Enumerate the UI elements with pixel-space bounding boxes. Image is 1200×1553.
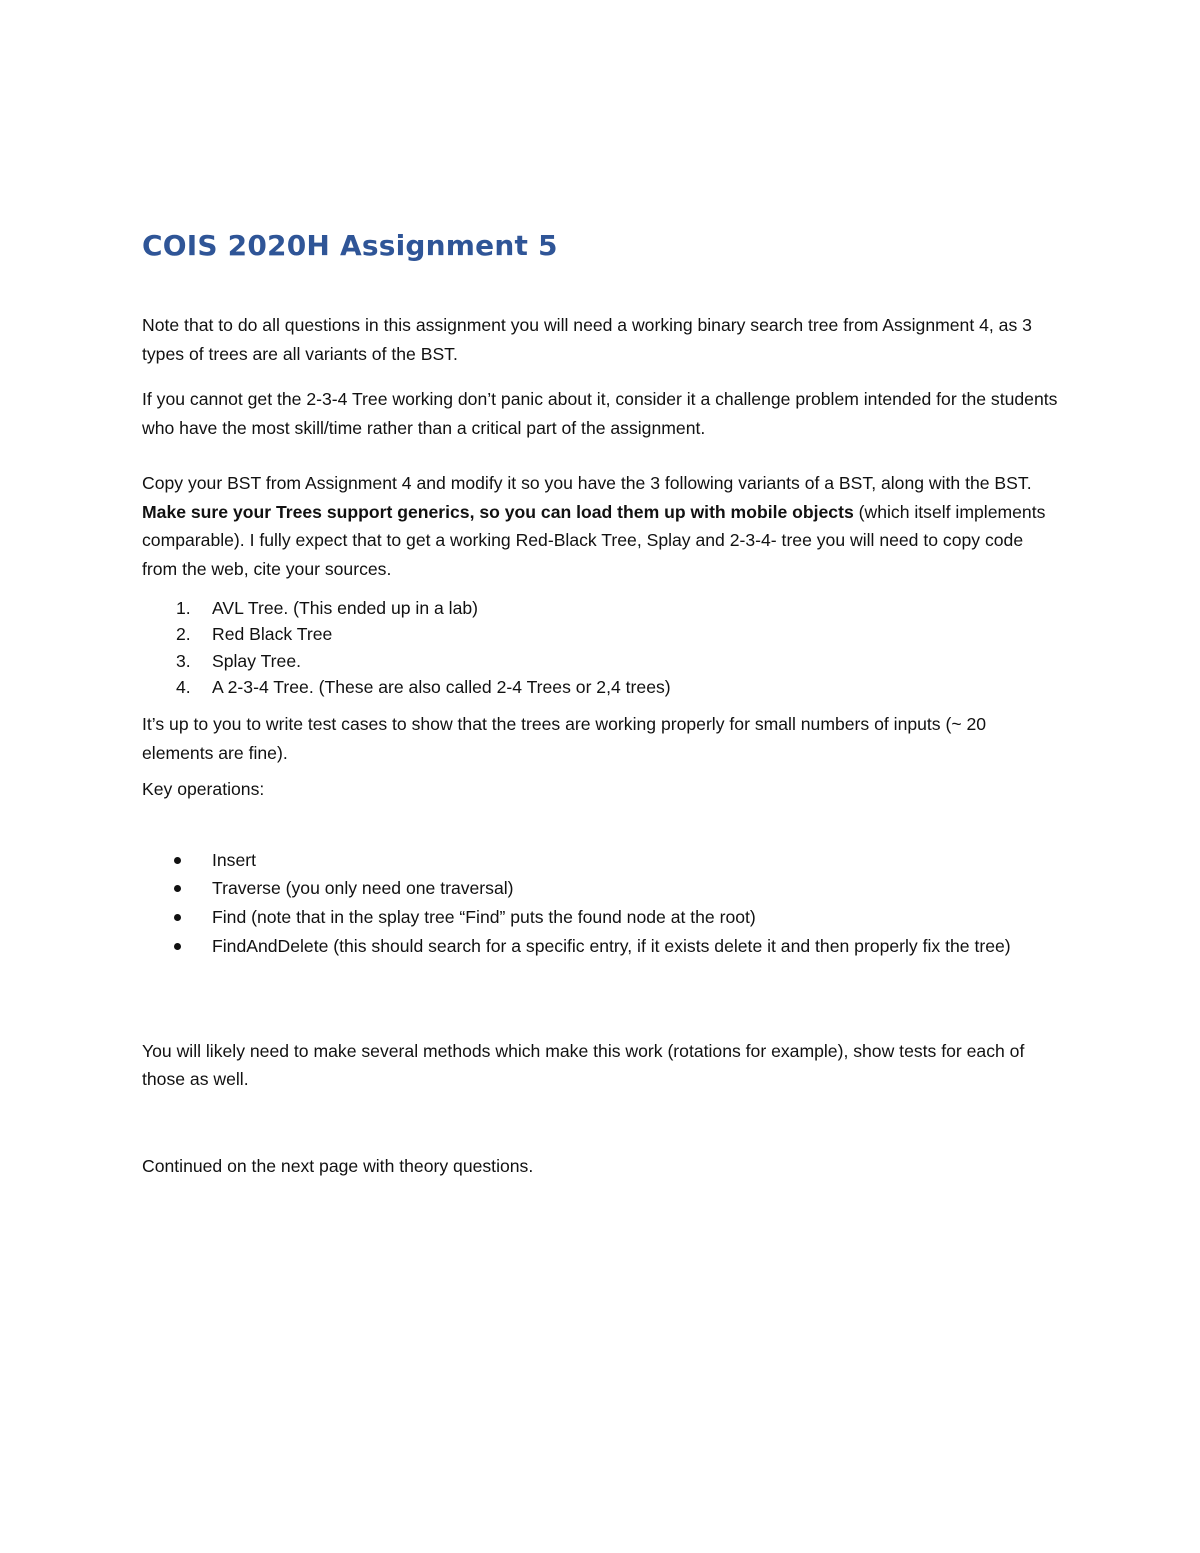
instructions-text-end: (which itself implements comparable). I fully expect that to get a working Red-Black Tree, Splay and 2-3-4- tree you will need to copy code from the web, cite your sources. bbox=[142, 501, 1046, 579]
intro-paragraph: Note that to do all questions in this assignment you will need a working binary search tree from Assignment 4, as 3 types of trees are all variants of the BST. bbox=[142, 315, 1032, 364]
list-number: 4. bbox=[176, 676, 191, 697]
list-item bbox=[142, 674, 1062, 700]
document-title: COIS 2020H Assignment 5 bbox=[142, 229, 558, 262]
bullet-icon bbox=[174, 914, 181, 921]
instructions-text-start: Copy your BST from Assignment 4 and modify it so you have the 3 following variants of a BST, along with the BST. bbox=[142, 473, 1032, 493]
bullet-icon bbox=[174, 885, 181, 892]
generics-requirement-bold: Make sure your Trees support generics, so you can load them up with mobile objects bbox=[142, 501, 854, 522]
list-item bbox=[142, 648, 1062, 674]
instructions-paragraph bbox=[142, 469, 1062, 583]
continued-note: Continued on the next page with theory questions. bbox=[142, 1155, 534, 1176]
list-item-text: Splay Tree. bbox=[212, 650, 301, 671]
list-item bbox=[142, 846, 1062, 875]
list-number: 2. bbox=[176, 624, 191, 645]
list-item-text: Red Black Tree bbox=[212, 624, 333, 645]
list-item-text: AVL Tree. (This ended up in a lab) bbox=[212, 598, 479, 618]
list-item bbox=[142, 932, 1062, 961]
list-item-text: Find (note that in the splay tree “Find” puts the found node at the root) bbox=[212, 907, 756, 928]
list-item-text: Traverse (you only need one traversal) bbox=[212, 878, 514, 899]
tree-variants-list bbox=[142, 595, 1062, 700]
list-number: 3. bbox=[176, 650, 191, 671]
document-content bbox=[142, 226, 1062, 1180]
list-item bbox=[142, 874, 1062, 903]
methods-paragraph: You will likely need to make several methods which make this work (rotations for example), show tests for each of those as well. bbox=[142, 1040, 1025, 1089]
bullet-icon bbox=[174, 943, 181, 950]
key-operations-heading: Key operations: bbox=[142, 779, 265, 800]
operations-list bbox=[142, 846, 1062, 961]
list-item-text: A 2-3-4 Tree. (These are also called 2-4 Trees or 2,4 trees) bbox=[212, 676, 671, 697]
bullet-icon bbox=[174, 857, 181, 864]
list-item-text: FindAndDelete (this should search for a specific entry, if it exists delete it and then properly fix the tree) bbox=[212, 935, 1011, 956]
test-cases-paragraph: It’s up to you to write test cases to show that the trees are working properly for small numbers of inputs (~ 20 elements are fine). bbox=[142, 714, 987, 763]
list-number: 1. bbox=[176, 598, 191, 618]
list-item bbox=[142, 621, 1062, 647]
list-item bbox=[142, 903, 1062, 932]
list-item-text: Insert bbox=[212, 849, 257, 870]
challenge-note-paragraph: If you cannot get the 2-3-4 Tree working don’t panic about it, consider it a challenge problem intended for the students who have the most skill/time rather than a critical part of the assignment. bbox=[142, 389, 1058, 438]
list-item bbox=[142, 595, 1062, 621]
